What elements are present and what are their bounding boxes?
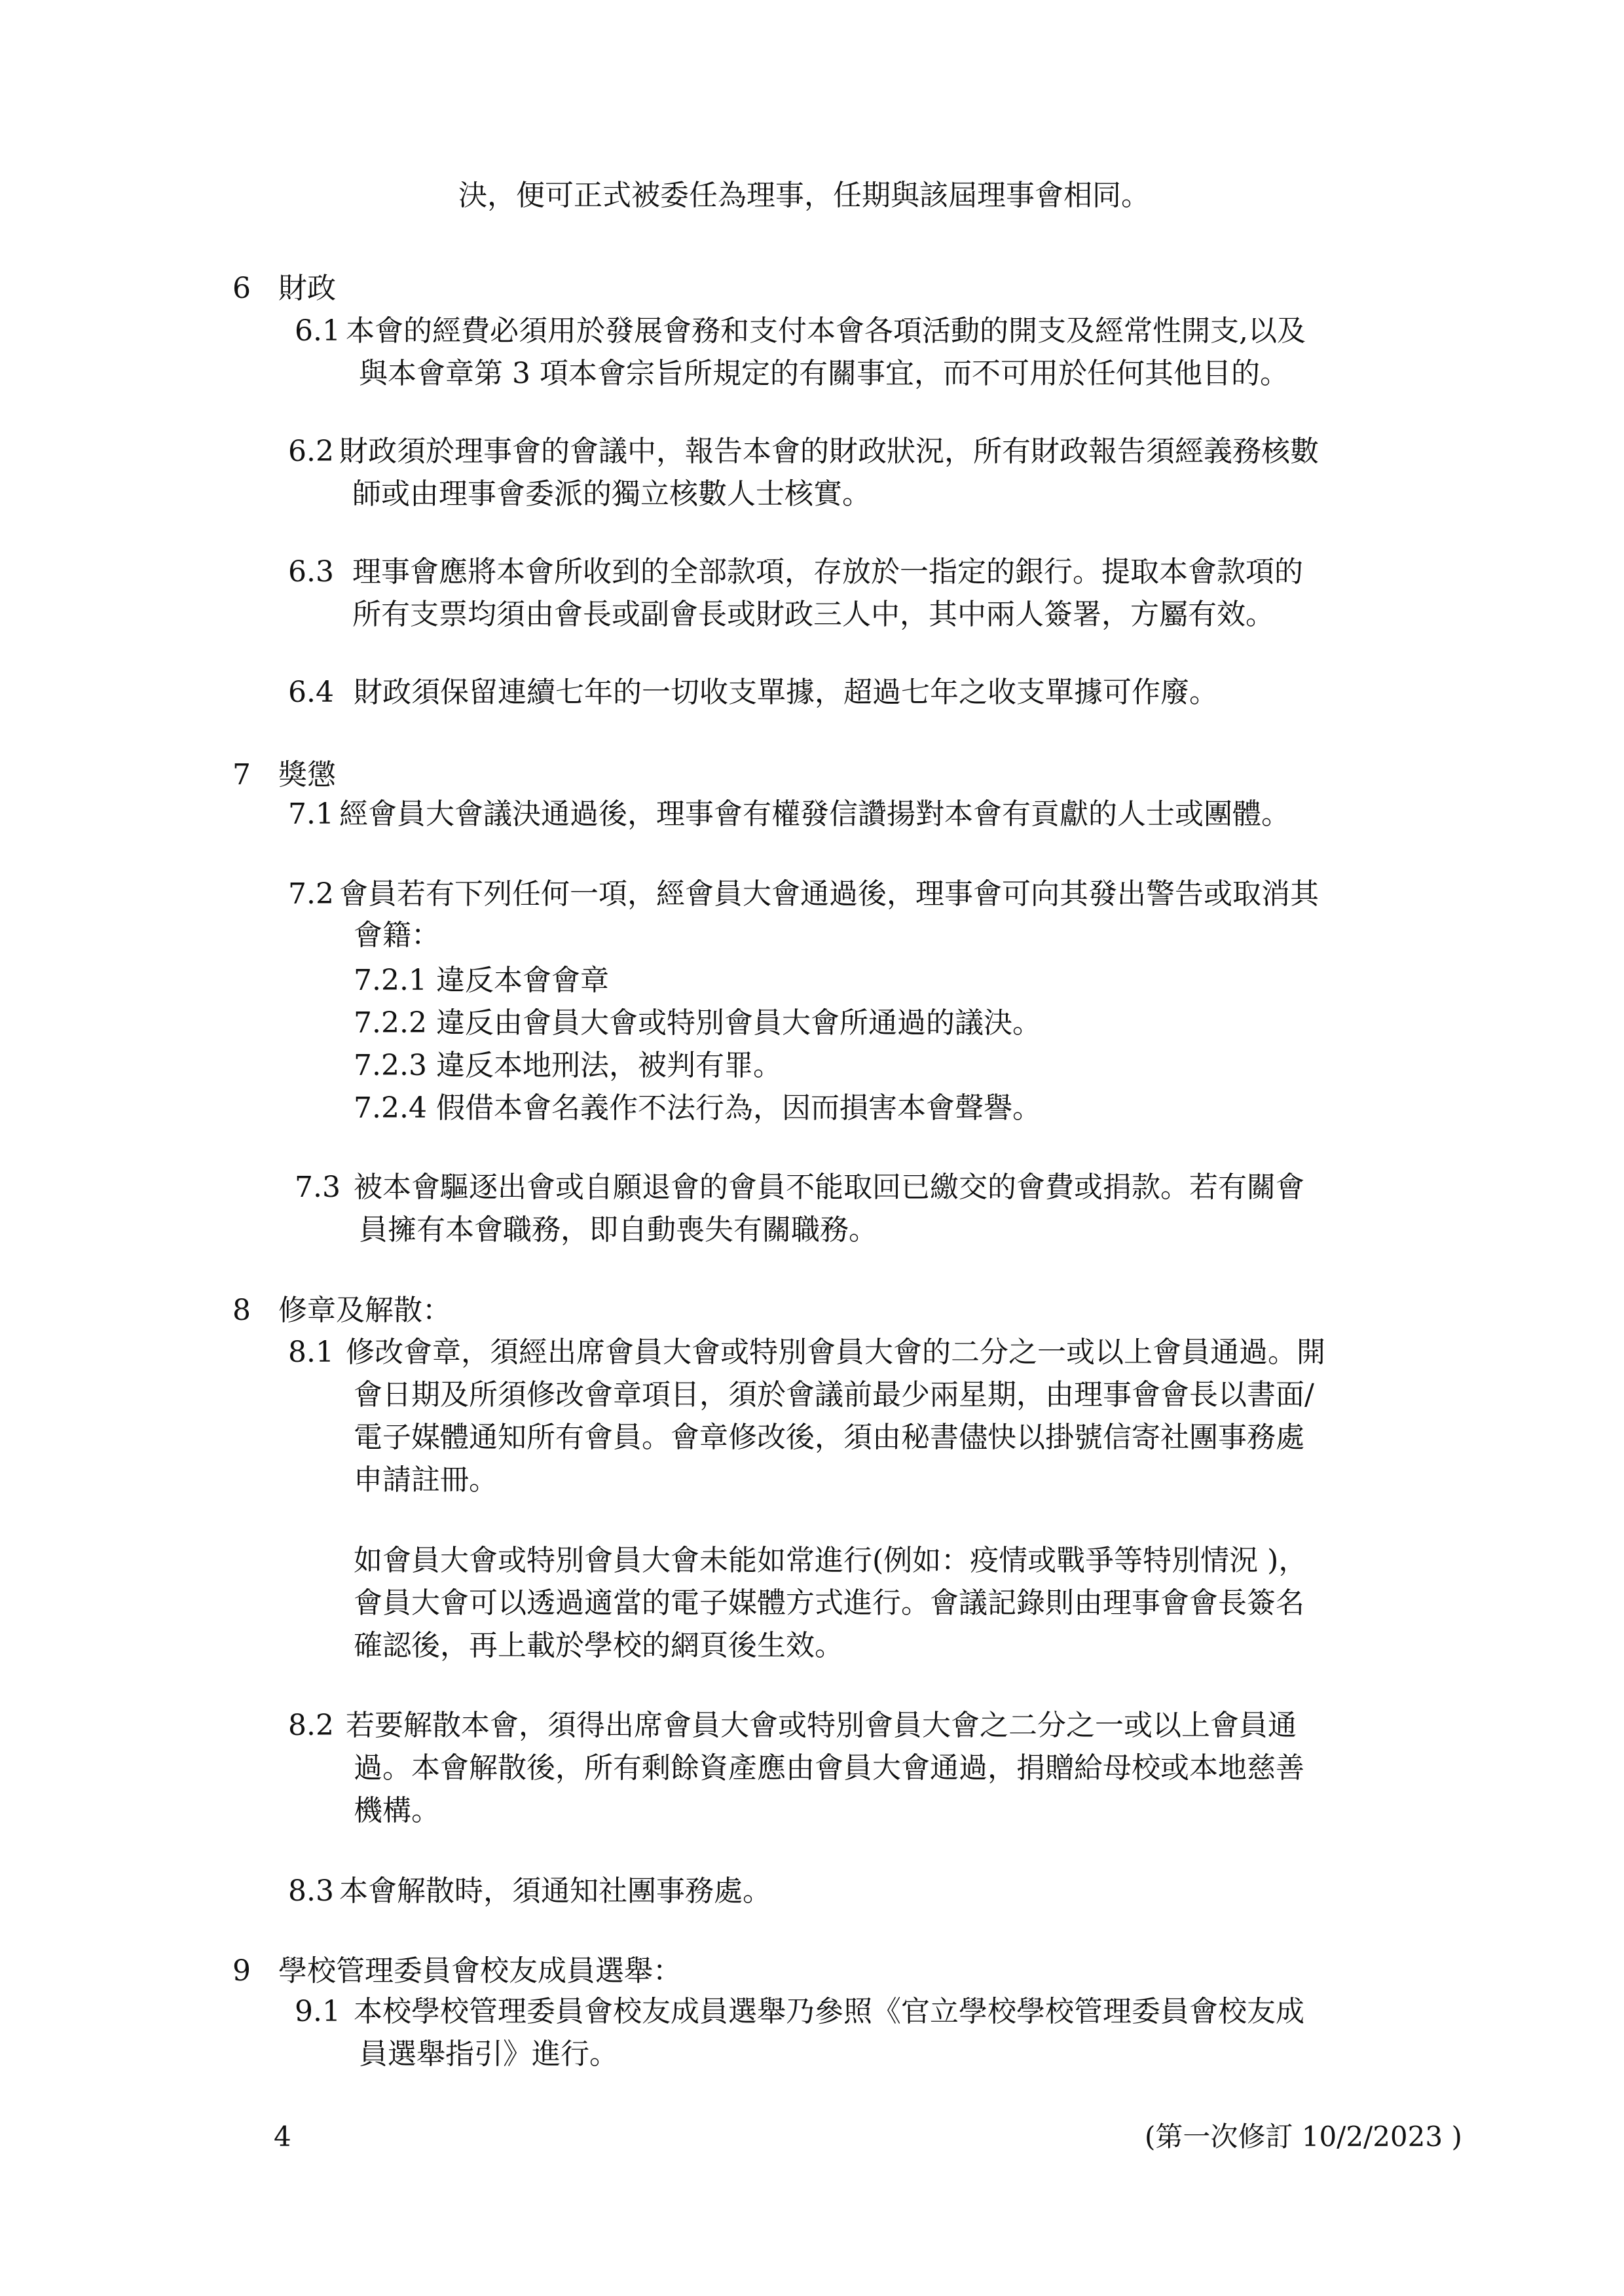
- section-number: 7: [232, 758, 251, 792]
- item-number: 7.1: [288, 797, 334, 831]
- item-line: 師或由理事會委派的獨立核數人士核實。: [352, 477, 871, 511]
- page-number: 4: [274, 2121, 291, 2153]
- item-line: 員選舉指引》進行。: [359, 2037, 618, 2071]
- subitem-7-2-1: [354, 957, 609, 1004]
- section-title: 修章及解散：: [278, 1294, 451, 1327]
- item-line: 財政須保留連續七年的一切收支單據，超過七年之收支單據可作廢。: [354, 676, 1218, 709]
- item-line: 與本會章第 3 項本會宗旨所規定的有關事宜，而不可用於任何其他目的。: [359, 357, 1289, 390]
- item-line: 若要解散本會，須得出席會員大會或特別會員大會之二分之一或以上會員通: [346, 1709, 1297, 1742]
- item-number: 8.2: [288, 1709, 334, 1742]
- item-extra-line: 會員大會可以透過適當的電子媒體方式進行。會議記錄則由理事會會長簽名: [354, 1586, 1304, 1620]
- item-line: 會日期及所須修改會章項目，須於會議前最少兩星期，由理事會會長以書面/: [354, 1378, 1314, 1412]
- item-line: 本會解散時，須通知社團事務處。: [339, 1874, 771, 1908]
- subitem-number: 7.2.1: [354, 964, 427, 997]
- item-line: 員擁有本會職務，即自動喪失有關職務。: [359, 1213, 877, 1247]
- subitem-text: 假借本會名義作不法行為，因而損害本會聲譽。: [435, 1091, 1041, 1125]
- item-line: 會籍：: [354, 919, 440, 952]
- subitem-text: 違反本會會章: [435, 964, 609, 997]
- revision-note: (第一次修訂 10/2/2023 ): [1145, 2121, 1462, 2153]
- section-number: 9: [232, 1954, 251, 1988]
- section-title: 財政: [278, 272, 336, 305]
- item-number: 8.1: [288, 1336, 334, 1369]
- section-title: 學校管理委員會校友成員選舉：: [278, 1954, 682, 1988]
- item-number: 6.4: [288, 676, 334, 709]
- item-line: 本會的經費必須用於發展會務和支付本會各項活動的開支及經常性開支,以及: [346, 314, 1306, 348]
- item-number: 8.3: [288, 1874, 334, 1908]
- subitem-number: 7.2.2: [354, 1006, 427, 1040]
- item-number: 9.1: [295, 1995, 341, 2028]
- item-line: 本校學校管理委員會校友成員選舉乃參照《官立學校學校管理委員會校友成: [354, 1995, 1304, 2028]
- section-title: 獎懲: [278, 758, 336, 792]
- item-extra-line: 確認後，再上載於學校的網頁後生效。: [354, 1629, 843, 1662]
- item-line: 經會員大會議決通過後，理事會有權發信讚揚對本會有貢獻的人士或團體。: [339, 797, 1290, 831]
- item-number: 7.3: [295, 1171, 341, 1204]
- section-number: 8: [232, 1294, 251, 1327]
- item-line: 會員若有下列任何一項，經會員大會通過後，理事會可向其發出警告或取消其: [339, 877, 1319, 911]
- subitem-number: 7.2.4: [354, 1091, 427, 1125]
- subitem-text: 違反由會員大會或特別會員大會所通過的議決。: [435, 1006, 1041, 1040]
- item-line: 修改會章，須經出席會員大會或特別會員大會的二分之一或以上會員通過。開: [346, 1336, 1325, 1369]
- section-number: 6: [232, 272, 251, 305]
- item-number: 7.2: [288, 877, 334, 911]
- item-number: 6.3: [288, 555, 334, 589]
- item-line: 電子媒體通知所有會員。會章修改後，須由秘書儘快以掛號信寄社團事務處: [354, 1421, 1304, 1454]
- subitem-7-2-2: [354, 1000, 1041, 1047]
- subitem-number: 7.2.3: [354, 1049, 427, 1082]
- item-line: 機構。: [354, 1794, 440, 1827]
- item-number: 6.1: [295, 314, 341, 348]
- item-number: 6.2: [288, 435, 334, 468]
- item-line: 申請註冊。: [354, 1463, 498, 1497]
- item-line: 所有支票均須由會長或副會長或財政三人中，其中兩人簽署，方屬有效。: [352, 598, 1274, 631]
- subitem-7-2-4: [354, 1085, 1041, 1132]
- item-line: 過。本會解散後，所有剩餘資產應由會員大會通過，捐贈給母校或本地慈善: [354, 1751, 1304, 1785]
- subitem-text: 違反本地刑法，被判有罪。: [435, 1049, 782, 1082]
- subitem-7-2-3: [354, 1042, 782, 1089]
- item-line: 被本會驅逐出會或自願退會的會員不能取回已繳交的會費或捐款。若有關會: [354, 1171, 1304, 1204]
- continuation-text: 決，便可正式被委任為理事，任期與該屆理事會相同。: [458, 179, 1150, 212]
- item-line: 財政須於理事會的會議中，報告本會的財政狀況，所有財政報告須經義務核數: [339, 435, 1319, 468]
- item-extra-line: 如會員大會或特別會員大會未能如常進行(例如：疫情或戰爭等特別情況 )，: [354, 1544, 1308, 1577]
- item-line: 理事會應將本會所收到的全部款項，存放於一指定的銀行。提取本會款項的: [352, 555, 1303, 589]
